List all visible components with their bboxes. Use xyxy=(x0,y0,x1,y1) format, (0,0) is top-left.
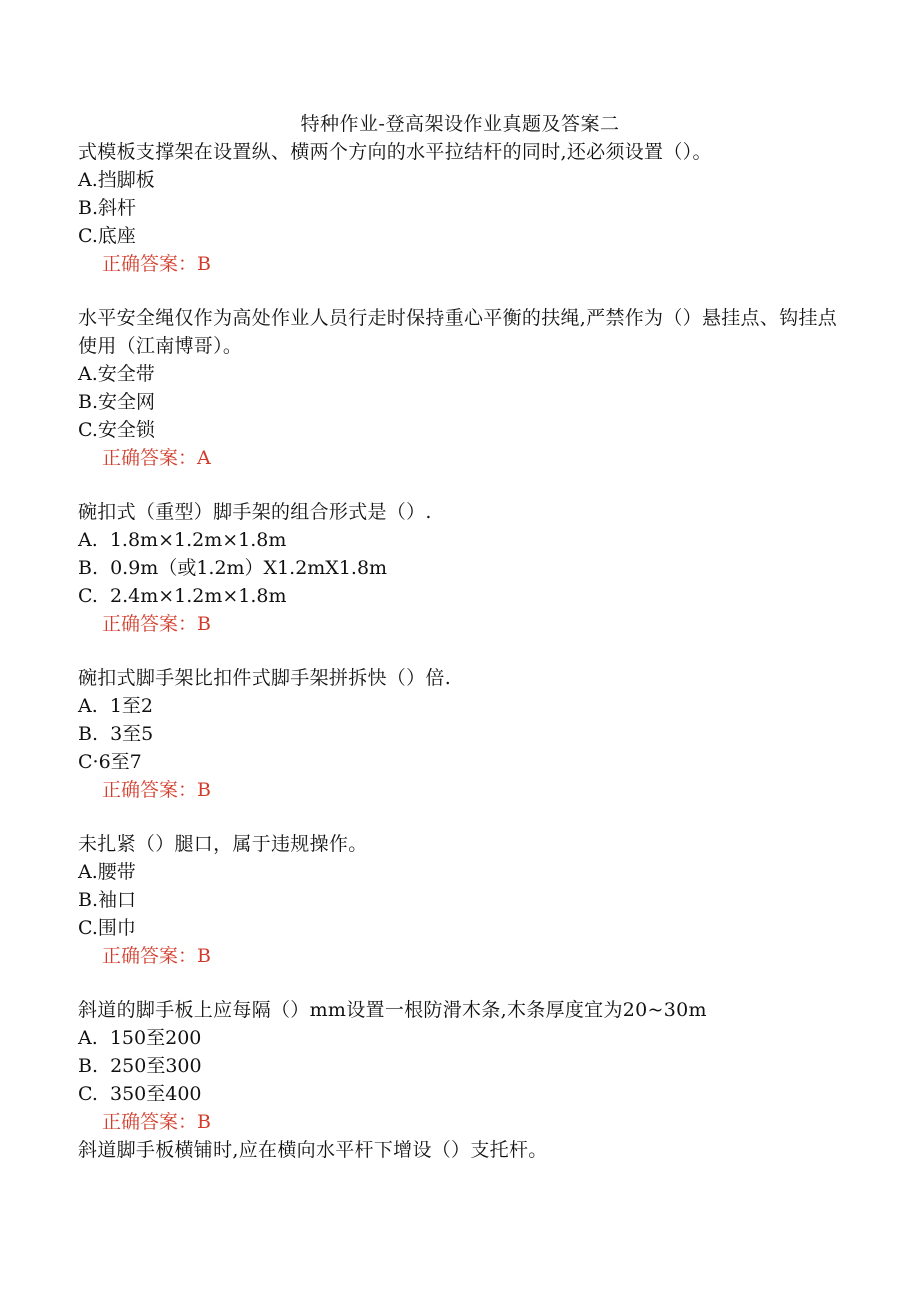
correct-answer: 正确答案：B xyxy=(102,1111,211,1133)
question-text: 斜道的脚手板上应每隔（）mm设置一根防滑木条,木条厚度宜为20~30m xyxy=(78,999,707,1021)
question-text: 水平安全绳仅作为高处作业人员行走时保持重心平衡的扶绳,严禁作为（）悬挂点、钩挂点使用（江南博哥）。 xyxy=(78,307,838,357)
spacer xyxy=(78,278,838,304)
option-b: B.斜杆 xyxy=(78,197,137,219)
correct-answer: 正确答案：B xyxy=(102,779,211,801)
option-b: B. 0.9m（或1.2m）X1.2mX1.8m xyxy=(78,557,388,579)
option-c: C·6至7 xyxy=(78,751,142,773)
document-title: 特种作业-登高架设作业真题及答案二 xyxy=(300,113,620,135)
spacer xyxy=(78,472,838,498)
correct-answer: 正确答案：B xyxy=(102,253,211,275)
option-a: A. 1至2 xyxy=(78,695,154,717)
correct-answer: 正确答案：B xyxy=(102,945,211,967)
option-b: B.袖口 xyxy=(78,889,137,911)
question-item xyxy=(78,996,838,1136)
correct-answer: 正确答案：A xyxy=(102,447,211,469)
option-c: C. 2.4m×1.2m×1.8m xyxy=(78,585,287,607)
question-list xyxy=(78,138,838,1164)
option-a: A. 150至200 xyxy=(78,1027,202,1049)
option-b: B. 250至300 xyxy=(78,1055,202,1077)
option-c: C.底座 xyxy=(78,225,136,247)
option-a: A.安全带 xyxy=(78,363,155,385)
correct-answer: 正确答案：B xyxy=(102,613,211,635)
question-item xyxy=(78,138,838,278)
option-a: A. 1.8m×1.2m×1.8m xyxy=(78,529,287,551)
spacer xyxy=(78,804,838,830)
question-item xyxy=(78,498,838,638)
option-a: A.挡脚板 xyxy=(78,169,155,191)
option-c: C. 350至400 xyxy=(78,1083,202,1105)
option-b: B. 3至5 xyxy=(78,723,154,745)
question-item xyxy=(78,304,838,472)
question-text: 未扎紧（）腿口，属于违规操作。 xyxy=(78,833,368,855)
option-b: B.安全网 xyxy=(78,391,156,413)
option-c: C.围巾 xyxy=(78,917,136,939)
spacer xyxy=(78,638,838,664)
question-text: 式模板支撑架在设置纵、横两个方向的水平拉结杆的同时,还必须设置（）。 xyxy=(78,141,712,163)
question-text: 碗扣式脚手架比扣件式脚手架拼拆快（）倍. xyxy=(78,667,452,689)
option-c: C.安全锁 xyxy=(78,419,155,441)
question-text: 斜道脚手板横铺时,应在横向水平杆下增设（）支托杆。 xyxy=(78,1139,548,1161)
question-item xyxy=(78,1136,838,1164)
question-text: 碗扣式（重型）脚手架的组合形式是（）. xyxy=(78,501,432,523)
option-a: A.腰带 xyxy=(78,861,136,883)
question-item xyxy=(78,830,838,970)
spacer xyxy=(78,970,838,996)
question-item xyxy=(78,664,838,804)
